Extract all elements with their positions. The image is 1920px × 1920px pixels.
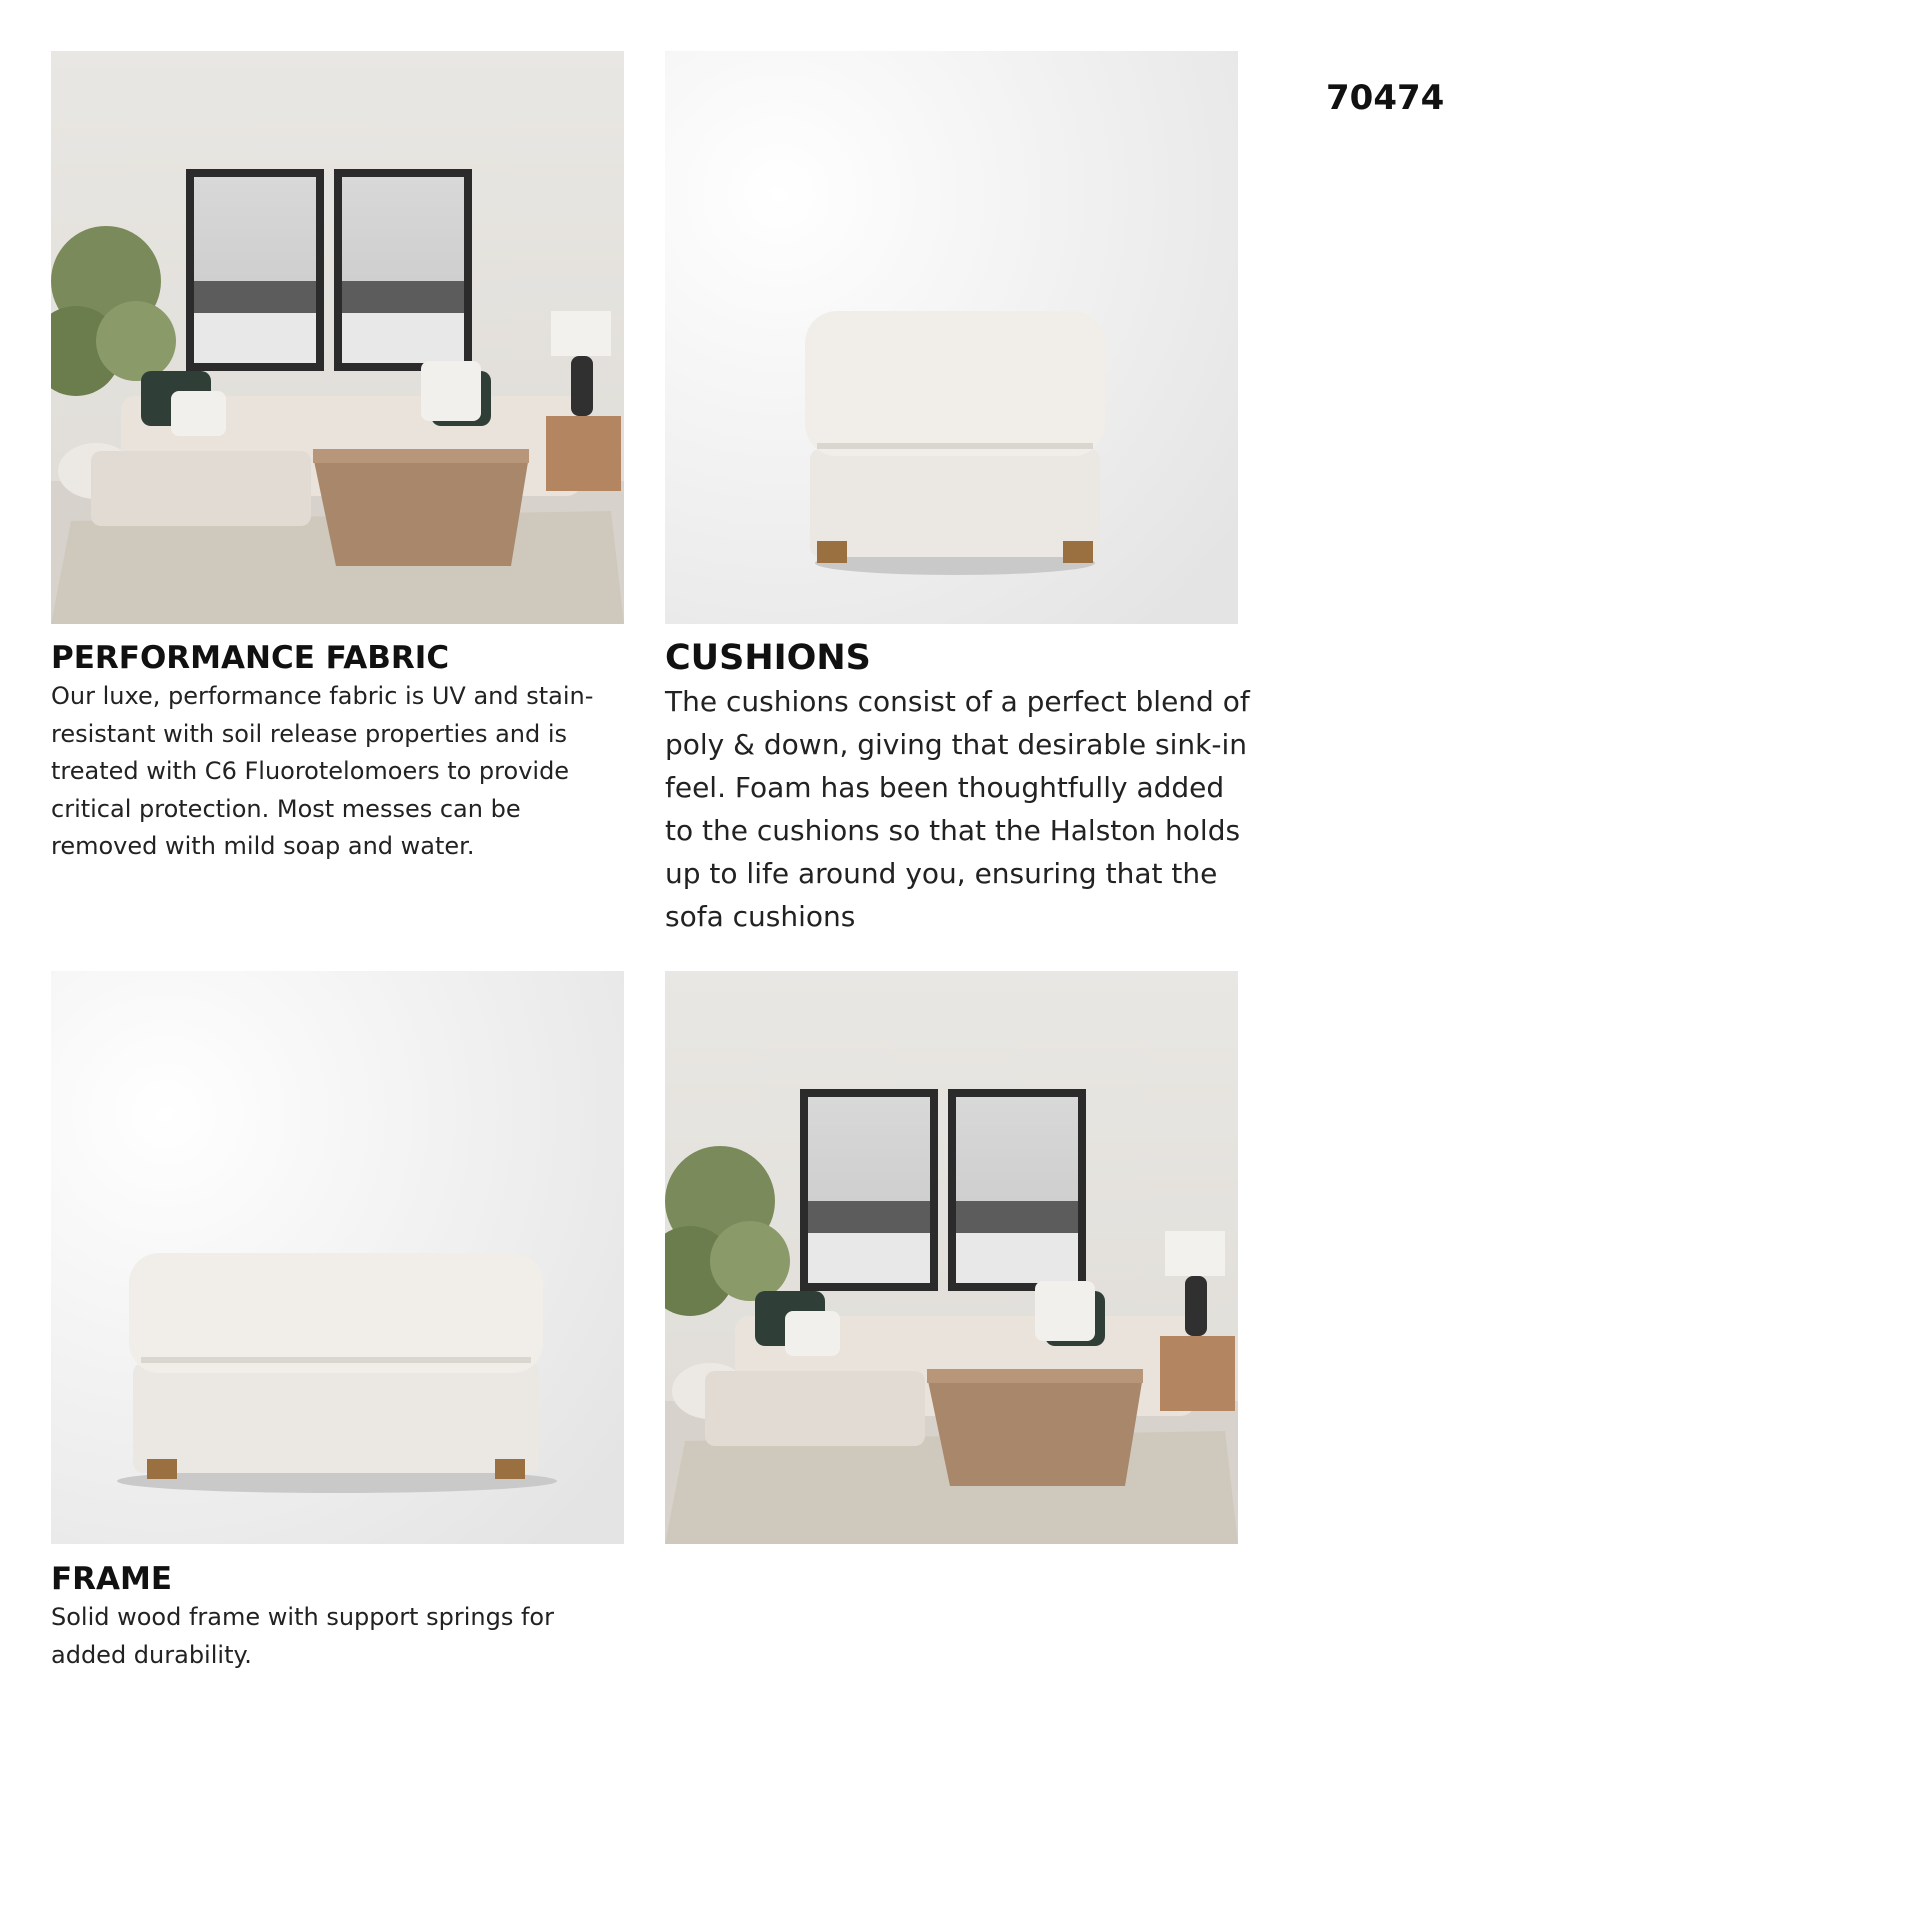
section-body: Solid wood frame with support springs for added durability. — [51, 1603, 554, 1669]
section-heading: PERFORMANCE FABRIC — [51, 640, 450, 676]
room-photo — [51, 51, 624, 624]
room-scene-illustration — [51, 51, 624, 624]
section-heading: CUSHIONS — [665, 638, 871, 678]
section-body: Our luxe, performance fabric is UV and stain-resistant with soil release properties and is treated with C6 Fluorotelomoers to provide critical protection. Most messes can be removed with mild soap and water. — [51, 682, 594, 860]
rectangular-ottoman-photo — [51, 971, 624, 1544]
room-scene-illustration — [665, 971, 1238, 1544]
rectangular-ottoman-illustration — [51, 971, 624, 1544]
fabric-section — [51, 640, 631, 866]
product-sku: 70474 — [1326, 78, 1445, 118]
room-photo — [665, 971, 1238, 1544]
cushions-section — [665, 638, 1250, 938]
square-ottoman-illustration — [665, 51, 1238, 624]
section-heading: FRAME — [51, 1561, 173, 1597]
frame-section — [51, 1561, 631, 1674]
square-ottoman-photo — [665, 51, 1238, 624]
section-body: The cushions consist of a perfect blend of poly & down, giving that desirable sink-in feel. Foam has been thoughtfully added to the cushions so that the Halston holds up to life around you, ensuring that the sofa cushions — [665, 685, 1250, 933]
